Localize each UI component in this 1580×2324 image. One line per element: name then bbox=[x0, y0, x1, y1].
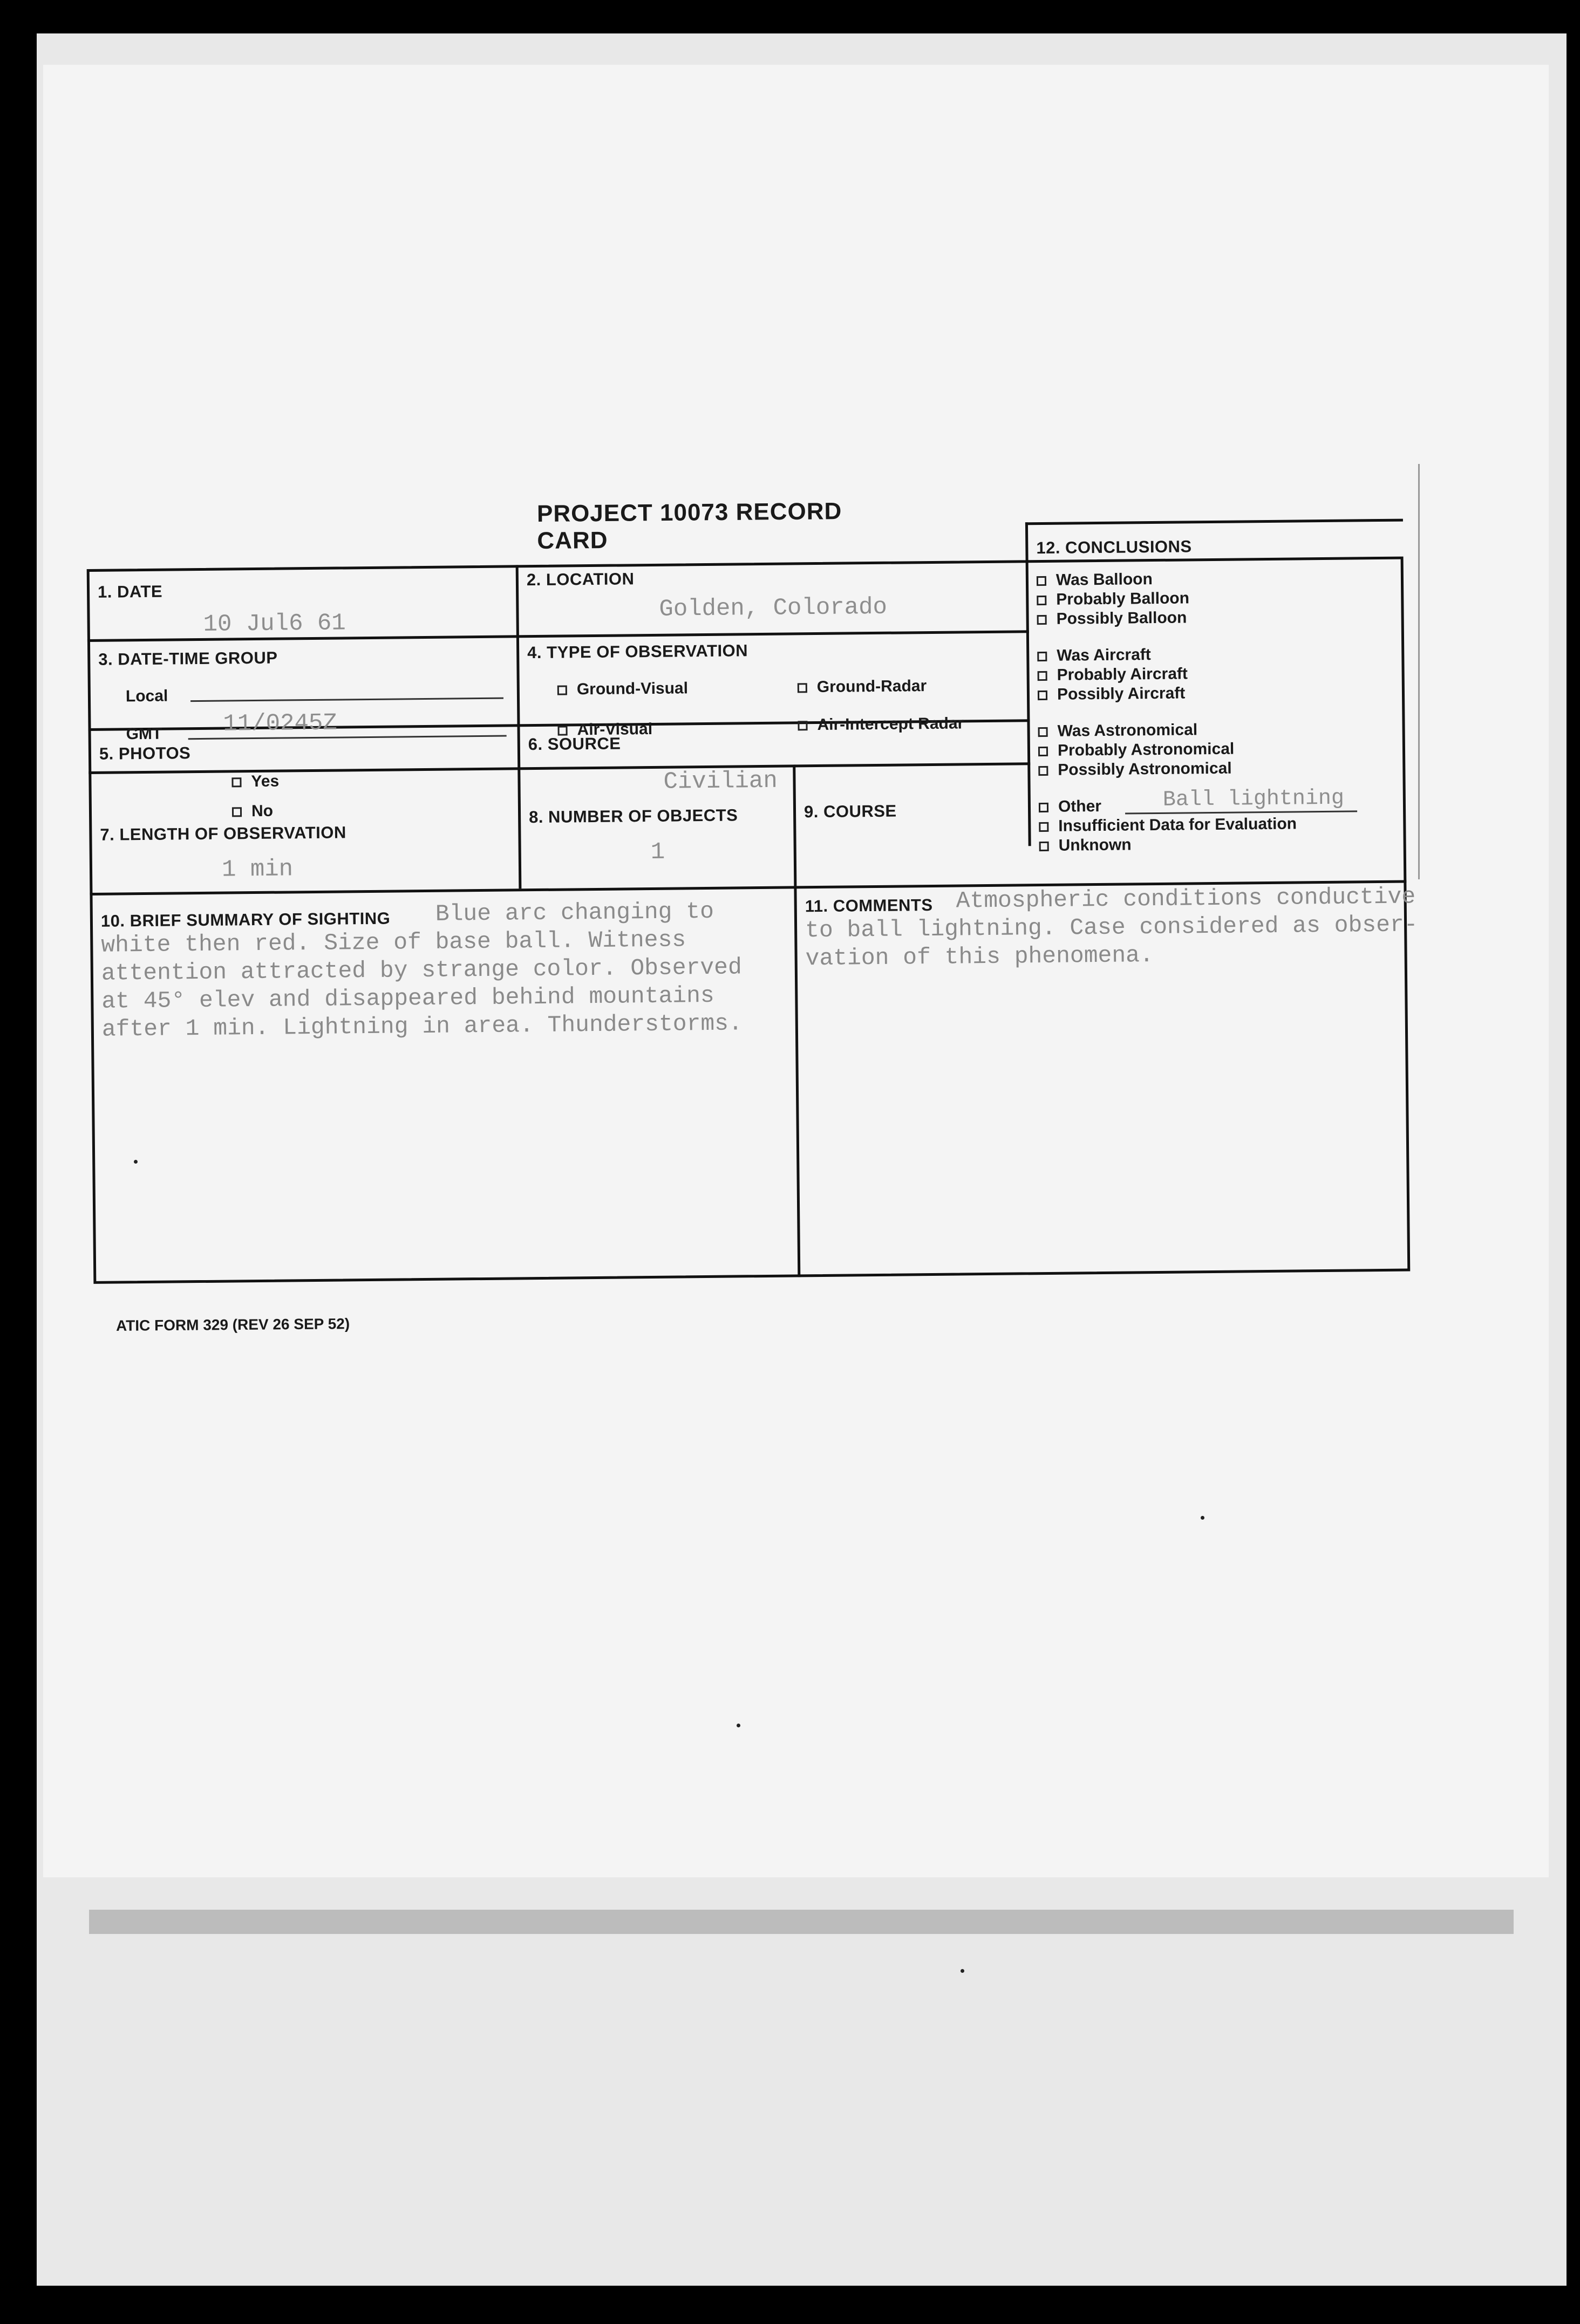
conclusion-was-balloon[interactable] bbox=[1037, 569, 1189, 590]
probably-astronomical-checkbox[interactable] bbox=[1038, 747, 1048, 756]
was-astronomical-checkbox[interactable] bbox=[1038, 727, 1048, 737]
conclusion-probably-balloon[interactable] bbox=[1037, 589, 1189, 610]
possibly-astronomical-label: Possibly Astronomical bbox=[1058, 759, 1232, 779]
summary-label: 10. BRIEF SUMMARY OF SIGHTING bbox=[100, 908, 391, 931]
conclusions-aircraft-group bbox=[1037, 645, 1188, 705]
ground-visual-checkbox[interactable] bbox=[557, 686, 567, 695]
probably-balloon-checkbox[interactable] bbox=[1037, 596, 1046, 605]
photos-label: 5. PHOTOS bbox=[99, 743, 191, 763]
length-of-observation-label: 7. LENGTH OF OBSERVATION bbox=[100, 823, 346, 844]
option-ground-visual[interactable] bbox=[557, 679, 688, 699]
other-checkbox[interactable] bbox=[1039, 803, 1048, 812]
possibly-balloon-label: Possibly Balloon bbox=[1056, 609, 1187, 628]
air-visual-label: Air-Visual bbox=[577, 720, 653, 739]
course-label: 9. COURSE bbox=[803, 801, 897, 822]
option-air-intercept-radar[interactable] bbox=[798, 714, 964, 734]
air-intercept-radar-label: Air-Intercept Radar bbox=[817, 714, 964, 734]
probably-astronomical-label: Probably Astronomical bbox=[1057, 740, 1235, 760]
photos-no-checkbox[interactable] bbox=[232, 807, 242, 817]
was-aircraft-checkbox[interactable] bbox=[1037, 652, 1047, 661]
conclusion-probably-aircraft[interactable] bbox=[1037, 664, 1188, 685]
photos-yes-checkbox[interactable] bbox=[231, 777, 241, 787]
local-label: Local bbox=[125, 687, 168, 706]
conclusions-balloon-group bbox=[1037, 569, 1190, 629]
speck bbox=[1201, 1516, 1204, 1520]
source-label: 6. SOURCE bbox=[528, 734, 621, 754]
number-of-objects-label: 8. NUMBER OF OBJECTS bbox=[528, 805, 738, 827]
comments-value: Atmospheric conditions conductive to ball lightning. Case considered as obser- vation of this phenomena. bbox=[805, 883, 1418, 972]
speck bbox=[134, 1160, 138, 1164]
option-ground-radar[interactable] bbox=[798, 677, 927, 696]
conclusion-possibly-aircraft[interactable] bbox=[1038, 683, 1188, 705]
summary-value: Blue arc changing to white then red. Size of base ball. Witness attention attracted by strange color. Observed at 45° elev and disappeared behind mountains after 1 min. Lightning in area. Thunderstorms. bbox=[101, 898, 743, 1043]
conclusions-label: 12. CONCLUSIONS bbox=[1036, 537, 1192, 558]
was-astronomical-label: Was Astronomical bbox=[1057, 721, 1198, 740]
conclusion-probably-astronomical[interactable] bbox=[1038, 740, 1235, 761]
date-label: 1. DATE bbox=[97, 582, 163, 601]
unknown-checkbox[interactable] bbox=[1039, 842, 1049, 851]
location-value: Golden, Colorado bbox=[659, 593, 888, 623]
photos-yes-label: Yes bbox=[251, 772, 280, 791]
was-aircraft-label: Was Aircraft bbox=[1057, 646, 1151, 665]
conclusion-insufficient-data[interactable] bbox=[1039, 814, 1297, 836]
card-edge-line bbox=[1418, 464, 1420, 879]
paper-edge-shadow bbox=[89, 1910, 1514, 1934]
conclusions-astronomical-group bbox=[1038, 720, 1234, 780]
option-photos-no[interactable] bbox=[232, 802, 273, 821]
conclusion-was-astronomical[interactable] bbox=[1038, 720, 1234, 741]
ground-visual-label: Ground-Visual bbox=[576, 679, 689, 699]
gmt-label: GMT bbox=[126, 724, 162, 743]
speck bbox=[961, 1969, 964, 1973]
ground-radar-label: Ground-Radar bbox=[816, 677, 927, 696]
probably-balloon-label: Probably Balloon bbox=[1056, 589, 1190, 609]
form-footer: ATIC FORM 329 (REV 26 SEP 52) bbox=[115, 1315, 350, 1334]
length-of-observation-value: 1 min bbox=[221, 856, 294, 884]
type-of-observation-label: 4. TYPE OF OBSERVATION bbox=[527, 641, 748, 662]
source-value: Civilian bbox=[663, 767, 778, 796]
insufficient-data-label: Insufficient Data for Evaluation bbox=[1058, 815, 1297, 835]
unknown-label: Unknown bbox=[1058, 836, 1132, 855]
insufficient-data-checkbox[interactable] bbox=[1039, 822, 1048, 832]
ground-radar-checkbox[interactable] bbox=[798, 683, 807, 693]
conclusion-possibly-astronomical[interactable] bbox=[1038, 759, 1235, 780]
comments-label: 11. COMMENTS bbox=[805, 895, 933, 916]
conclusion-unknown[interactable] bbox=[1039, 833, 1297, 856]
other-label: Other bbox=[1058, 797, 1102, 816]
other-value: Ball lightning bbox=[1162, 786, 1345, 812]
date-value: 10 Jul6 61 bbox=[203, 610, 346, 638]
date-time-group-label: 3. DATE-TIME GROUP bbox=[98, 648, 278, 669]
probably-aircraft-label: Probably Aircraft bbox=[1057, 665, 1188, 684]
conclusion-possibly-balloon[interactable] bbox=[1037, 608, 1189, 629]
possibly-balloon-checkbox[interactable] bbox=[1037, 615, 1047, 625]
record-form bbox=[86, 519, 1418, 1284]
possibly-aircraft-checkbox[interactable] bbox=[1038, 691, 1047, 700]
speck bbox=[737, 1724, 740, 1727]
photos-no-label: No bbox=[251, 802, 274, 821]
probably-aircraft-checkbox[interactable] bbox=[1038, 671, 1047, 681]
possibly-aircraft-label: Possibly Aircraft bbox=[1057, 684, 1186, 703]
possibly-astronomical-checkbox[interactable] bbox=[1038, 766, 1048, 776]
option-photos-yes[interactable] bbox=[231, 773, 279, 791]
conclusion-was-aircraft[interactable] bbox=[1037, 645, 1188, 666]
was-balloon-label: Was Balloon bbox=[1055, 570, 1153, 589]
air-intercept-radar-checkbox[interactable] bbox=[798, 721, 807, 730]
location-label: 2. LOCATION bbox=[526, 569, 635, 590]
gmt-value: 11/0245Z bbox=[223, 709, 337, 738]
page-title: PROJECT 10073 RECORD CARD bbox=[536, 498, 842, 555]
was-balloon-checkbox[interactable] bbox=[1037, 576, 1046, 586]
number-of-objects-value: 1 bbox=[650, 838, 665, 866]
